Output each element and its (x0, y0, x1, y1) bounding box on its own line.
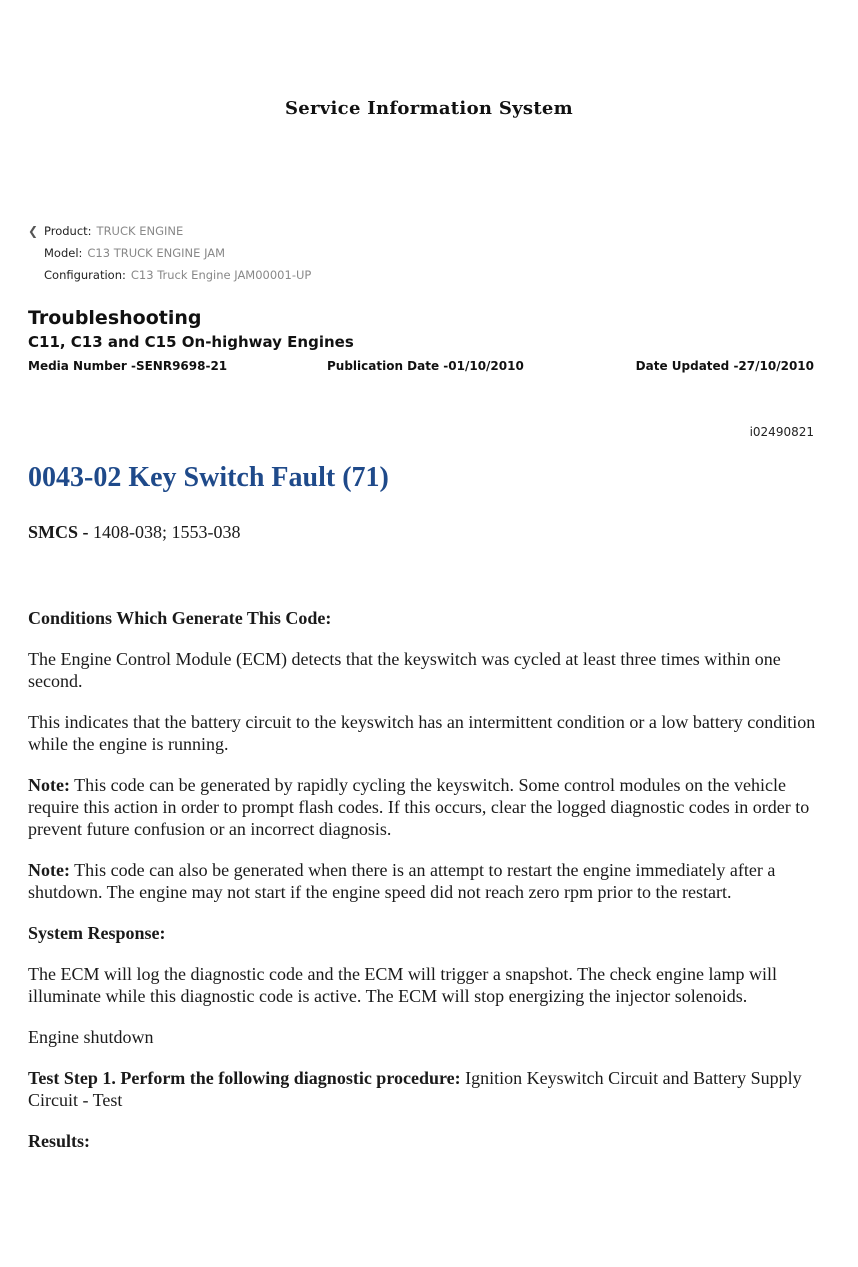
paragraph-battery-circuit: This indicates that the battery circuit to the keyswitch has an intermittent condition or a low battery condition while the engine is running. (28, 712, 816, 754)
model-value: C13 TRUCK ENGINE JAM (87, 246, 226, 260)
document-type: Troubleshooting (28, 307, 202, 329)
note-rapid-cycling (28, 774, 818, 840)
test-step-label: Test Step 1. Perform the following diagnostic procedure: (28, 1068, 461, 1088)
date-updated: Date Updated -27/10/2010 (635, 359, 814, 373)
smcs-line (28, 521, 818, 543)
smcs-value: 1408-038; 1553-038 (93, 522, 241, 542)
smcs-label: SMCS - (28, 522, 89, 542)
document-id: i02490821 (749, 425, 814, 439)
document-subtitle: C11, C13 and C15 On-highway Engines (28, 333, 354, 351)
paragraph-ecm-detects: The Engine Control Module (ECM) detects that the keyswitch was cycled at least three times within one second. (28, 649, 781, 691)
article-title: 0043-02 Key Switch Fault (71) (28, 462, 389, 493)
product-value: TRUCK ENGINE (96, 224, 184, 238)
system-response-heading: System Response: (28, 923, 166, 943)
configuration-row (28, 267, 311, 289)
media-number: Media Number -SENR9698-21 (28, 359, 228, 373)
results-heading: Results: (28, 1131, 90, 1151)
test-step-link[interactable]: Ignition Keyswitch Circuit and Battery Supply Circuit - Test (28, 1068, 802, 1110)
conditions-heading: Conditions Which Generate This Code: (28, 608, 332, 628)
note-text: This code can be generated by rapidly cycling the keyswitch. Some control modules on the vehicle require this action in order to prompt flash codes. If this occurs, clear the logged diagnostic codes in order to prevent future confusion or an incorrect diagnosis. (28, 775, 810, 839)
configuration-value: C13 Truck Engine JAM00001-UP (130, 268, 312, 282)
paragraph-engine-shutdown: Engine shutdown (28, 1027, 154, 1047)
note-label: Note: (28, 775, 70, 795)
chevron-left-icon[interactable]: ❮ (28, 224, 39, 238)
note-restart (28, 859, 818, 903)
product-info (28, 223, 311, 289)
note-text: This code can also be generated when there is an attempt to restart the engine immediately after a shutdown. The engine may not start if the engine speed did not reach zero rpm prior to the restart. (28, 860, 776, 902)
model-row (28, 245, 311, 267)
model-label: Model: (44, 246, 83, 260)
product-row (28, 223, 311, 245)
page-header-title: Service Information System (284, 98, 574, 119)
configuration-label: Configuration: (44, 268, 126, 282)
product-label: Product: (44, 224, 92, 238)
article-body (28, 521, 818, 1152)
test-step-1 (28, 1067, 818, 1111)
paragraph-ecm-response: The ECM will log the diagnostic code and the ECM will trigger a snapshot. The check engine lamp will illuminate while this diagnostic code is active. The ECM will stop energizing the injector solenoids. (28, 964, 778, 1006)
publication-date: Publication Date -01/10/2010 (327, 359, 524, 373)
note-label: Note: (28, 860, 70, 880)
